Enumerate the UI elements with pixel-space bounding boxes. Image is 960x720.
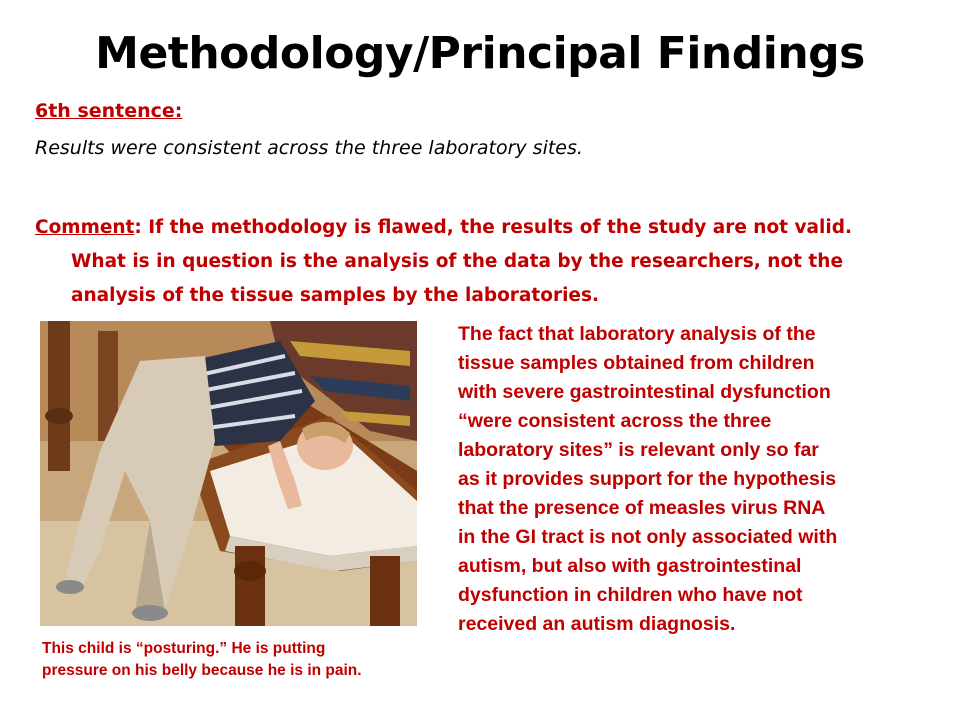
chair-leg	[370, 556, 400, 626]
table-leg-knob	[45, 408, 73, 424]
side-paragraph-line: The fact that laboratory analysis of the	[458, 323, 816, 345]
side-paragraph-line: laboratory sites” is relevant only so far	[458, 439, 819, 461]
comment-text: : If the methodology is flawed, the results of the study are not valid.	[134, 217, 852, 238]
side-paragraph-line: tissue samples obtained from children	[458, 352, 815, 374]
side-paragraph-line: “were consistent across the three	[458, 410, 772, 432]
comment-line	[35, 211, 915, 245]
chair-leg	[235, 546, 265, 626]
quoted-sentence: Results were consistent across the three laboratory sites.	[35, 137, 583, 159]
slide-title: Methodology/Principal Findings	[95, 28, 865, 79]
comment-label: Comment	[35, 217, 135, 238]
child-shoe	[56, 580, 84, 594]
side-paragraph-line: autism, but also with gastrointestinal	[458, 555, 802, 577]
side-paragraph-line: in the GI tract is not only associated with	[458, 526, 838, 548]
table-leg	[48, 321, 70, 471]
side-paragraph-line: dysfunction in children who have not	[458, 584, 803, 606]
section-label: 6th sentence:	[35, 100, 183, 122]
side-paragraph	[458, 320, 938, 639]
caption-line: This child is “posturing.” He is putting	[42, 640, 326, 657]
child-posturing-photo	[40, 321, 417, 626]
comment-block	[35, 211, 915, 313]
chair-carving	[234, 561, 266, 581]
side-paragraph-line: received an autism diagnosis.	[458, 613, 736, 635]
child-shoe	[132, 605, 168, 621]
comment-line: analysis of the tissue samples by the laboratories.	[71, 285, 599, 306]
photo-caption	[42, 638, 442, 682]
side-paragraph-line: with severe gastrointestinal dysfunction	[458, 381, 831, 403]
side-paragraph-line: that the presence of measles virus RNA	[458, 497, 826, 519]
caption-line: pressure on his belly because he is in pain.	[42, 662, 362, 679]
comment-line: What is in question is the analysis of the data by the researchers, not the	[71, 251, 843, 272]
side-paragraph-line: as it provides support for the hypothesis	[458, 468, 837, 490]
